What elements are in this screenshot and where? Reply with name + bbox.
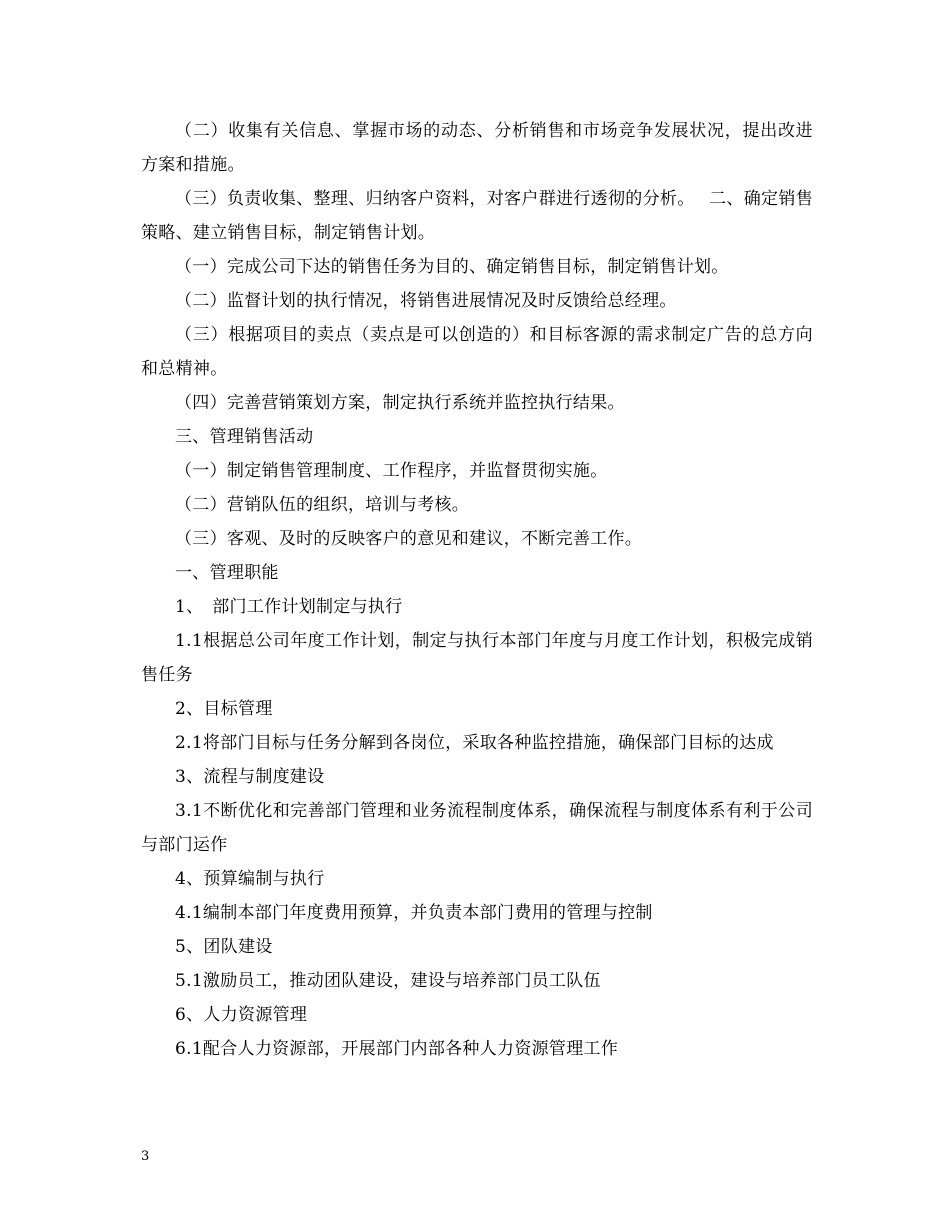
paragraph: （四）完善营销策划方案，制定执行系统并监控执行结果。: [175, 393, 625, 413]
paragraph: （二）监督计划的执行情况，将销售进展情况及时反馈给总经理。: [175, 291, 677, 311]
subsection-heading: 1、 部门工作计划制定与执行: [175, 597, 403, 617]
subsection-heading: 4、预算编制与执行: [175, 869, 325, 889]
paragraph: 3.1不断优化和完善部门管理和业务流程制度体系，确保流程与制度体系有利于公司与部门运作: [141, 801, 813, 855]
section-heading: 三、管理销售活动: [175, 427, 314, 447]
paragraph: （一）完成公司下达的销售任务为目的、确定销售目标，制定销售计划。: [175, 257, 729, 277]
paragraph: 1.1根据总公司年度工作计划，制定与执行本部门年度与月度工作计划，积极完成销售任务: [141, 631, 813, 685]
paragraph: 2.1将部门目标与任务分解到各岗位，采取各种监控措施，确保部门目标的达成: [175, 733, 774, 753]
paragraph: （一）制定销售管理制度、工作程序，并监督贯彻实施。: [175, 461, 608, 481]
subsection-heading: 2、目标管理: [175, 699, 273, 719]
section-heading: 一、管理职能: [175, 563, 279, 583]
subsection-heading: 5、团队建设: [175, 937, 273, 957]
paragraph: 6.1配合人力资源部，开展部门内部各种人力资源管理工作: [175, 1039, 619, 1059]
paragraph: （二）收集有关信息、掌握市场的动态、分析销售和市场竞争发展状况，提出改进方案和措施。: [141, 121, 813, 175]
paragraph: 5.1激励员工，推动团队建设，建设与培养部门员工队伍: [175, 971, 601, 991]
paragraph: 4.1编制本部门年度费用预算，并负责本部门费用的管理与控制: [175, 903, 653, 923]
subsection-heading: 3、流程与制度建设: [175, 767, 325, 787]
page-number: 3: [141, 1149, 150, 1164]
paragraph: （三）负责收集、整理、归纳客户资料，对客户群进行透彻的分析。 二、确定销售策略、建立销售目标，制定销售计划。: [141, 189, 813, 243]
document-body: [141, 114, 813, 1066]
paragraph: （三）客观、及时的反映客户的意见和建议，不断完善工作。: [175, 529, 643, 549]
paragraph: （二）营销队伍的组织，培训与考核。: [175, 495, 470, 515]
subsection-heading: 6、人力资源管理: [175, 1005, 308, 1025]
paragraph: （三）根据项目的卖点（卖点是可以创造的）和目标客源的需求制定广告的总方向和总精神。: [141, 325, 813, 379]
